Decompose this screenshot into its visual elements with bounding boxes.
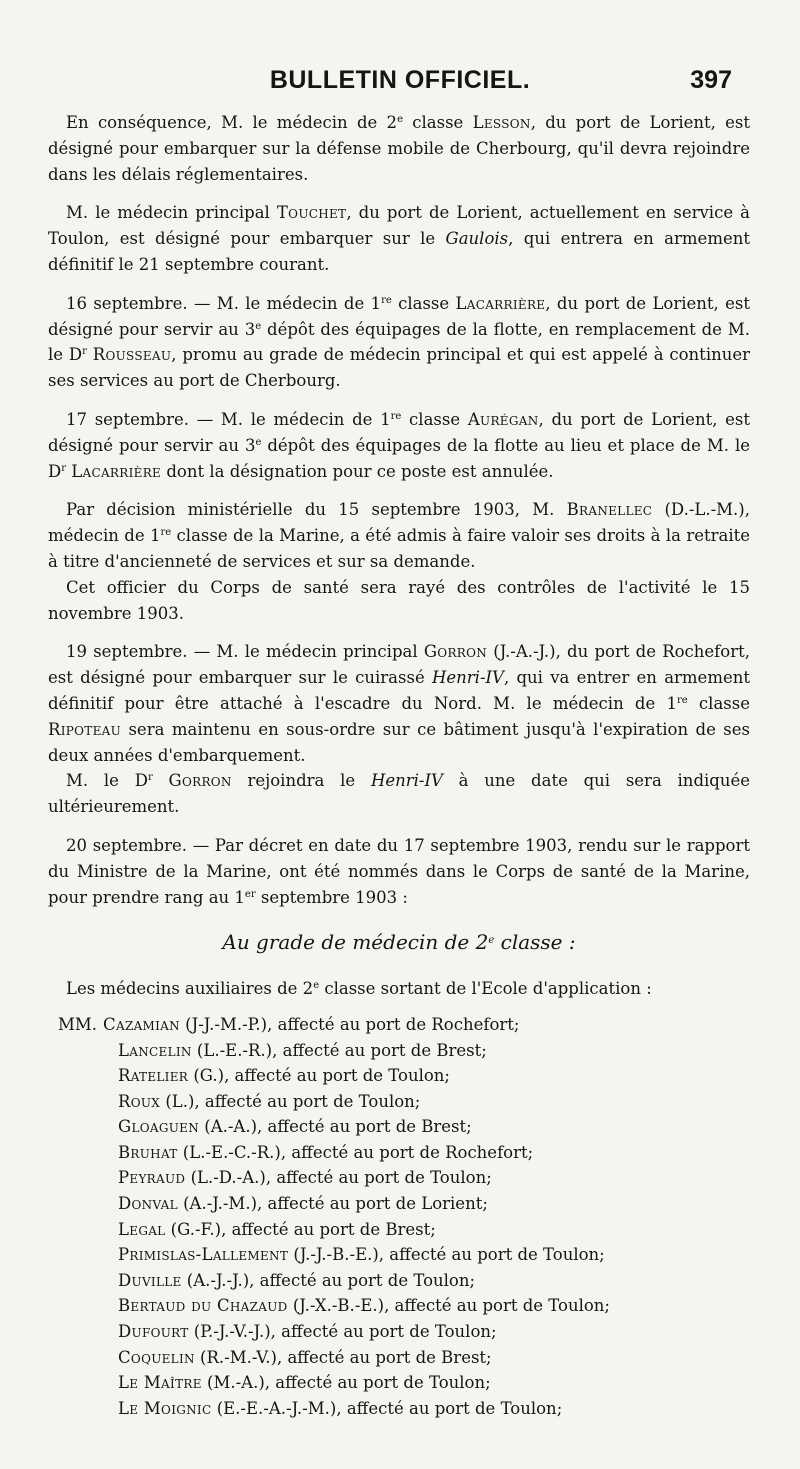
section-heading-sup: e [488,935,495,947]
person-name: Dufourt [118,1322,189,1342]
text-run: , du port de Lorient, actuellement en service à Toulon, est désigné pour embarquer sur le [48,203,750,249]
person-name: Peyraud [118,1168,186,1188]
person-name: Lacarrière [71,461,162,481]
text-run: , qui entrera en armement définitif le 21 septembre courant. [48,229,750,274]
section-heading-text: Au grade de médecin de 2 [222,930,489,955]
person-name: Roux [118,1091,161,1111]
superscript: re [160,527,172,539]
list-item [48,1012,750,1038]
assignment-detail: (P.-J.-V.-J.), affecté au port de Toulon; [188,1322,497,1342]
text-run: M. le D [66,771,148,791]
paragraph-p4 [48,407,750,484]
list-item [48,1089,750,1115]
paragraph-spacer [48,626,750,639]
text-run: En conséquence, M. le médecin de 2 [66,113,398,132]
text-run [153,771,169,790]
assignment-detail: (J.-X.-B.-E.), affecté au port de Toulon; [287,1296,610,1316]
paragraph-p5 [48,497,750,574]
text-run: dépôt des équipages de la flotte au lieu et place de M. le D [48,435,750,481]
paragraph-p8 [48,768,750,820]
superscript: e [397,114,403,125]
paragraph-spacer [48,484,750,497]
person-name: Branellec [566,500,653,520]
text-run: septembre 1903 : [255,887,408,907]
text-run: à une date qui sera indiquée ultérieurement. [48,771,750,817]
text-run: , du port de Lorient, est désigné pour embarquer sur la défense mobile de Cherbourg, qu'il devra rejoindre dans les délais réglementaires. [48,113,751,184]
text-run: , du port de Lorient, est désigné pour servir au 3 [48,409,751,455]
text-run: dont la désignation pour ce poste est annulée. [161,461,554,481]
text-run: , qui va entrer en armement définitif pour être attaché à l'escadre du Nord. M. le médecin de 1 [48,668,750,713]
person-name: Primislas-Lallement [118,1245,289,1265]
person-name: Gorron [423,642,488,662]
list-item [48,1242,750,1268]
superscript: re [381,294,392,306]
superscript: r [82,346,87,358]
ship-name: Gaulois [445,229,509,249]
paragraph-p1 [48,110,750,187]
text-run: 20 septembre. — Par décret en date du 17 septembre 1903, rendu sur le rapport du Ministre de la Marine, ont été nommés dans le Corps de santé de la Marine, pour prendre rang au 1 [48,835,750,907]
assignment-detail: (L.-D.-A.), affecté au port de Toulon; [185,1168,492,1188]
text-run: dépôt des équipages de la flotte, en remplacement de M. le D [48,319,750,365]
superscript: r [61,462,67,474]
person-name: Bertaud du Chazaud [118,1296,288,1316]
assignment-detail: (M.-A.), affecté au port de Toulon; [201,1373,491,1393]
list-item [48,1217,750,1243]
superscript: re [390,410,402,422]
list-item [48,1319,750,1345]
list-item [48,1370,750,1396]
appointment-list [48,1012,750,1422]
list-item [48,1165,750,1191]
text-run: Cet officier du Corps de santé sera rayé des contrôles de l'activité le 15 novembre 1903. [48,577,750,623]
text-run: classe de la Marine, a été admis à faire valoir ses droits à la retraite à titre d'ancienneté de services et sur sa demande. [48,526,750,571]
person-name: Rousseau [92,345,172,365]
list-intro [48,976,750,1002]
assignment-detail: (A.-J.-M.), affecté au port de Lorient; [177,1194,488,1214]
assignment-detail: (J-J.-M.-P.), affecté au port de Rochefort; [179,1014,520,1034]
text-run: sera maintenu en sous-ordre sur ce bâtiment jusqu'à l'expiration de ses deux années d'embarquement. [48,719,750,765]
person-name: Duville [118,1270,182,1290]
page-header [0,66,800,102]
person-name: Gloaguen [118,1117,200,1137]
person-name: Ripoteau [48,719,122,739]
assignment-detail: (J.-J.-B.-E.), affecté au port de Toulon; [288,1245,605,1265]
text-run: classe [687,693,750,713]
text-run: 16 septembre. — M. le médecin de 1 [66,293,382,313]
list-intro-text: Les médecins auxiliaires de 2 [66,979,314,999]
superscript: e [255,320,262,332]
list-prefix: MM. [58,1014,98,1034]
paragraph-group [48,110,750,910]
running-head: BULLETIN OFFICIEL. [269,66,531,94]
list-intro-sup: e [313,980,320,992]
assignment-detail: (E.-E.-A.-J.-M.), affecté au port de Toulon; [211,1398,563,1418]
assignment-detail: (L.), affecté au port de Toulon; [160,1091,421,1111]
person-name: Touchet [276,203,347,223]
paragraph-spacer [48,820,750,833]
list-item [48,1396,750,1422]
person-name: Coquelin [118,1347,195,1367]
text-run: rejoindra le [231,771,371,791]
list-item [48,1063,750,1089]
list-item [48,1038,750,1064]
text-run: 17 septembre. — M. le médecin de 1 [66,409,391,429]
paragraph-p2 [48,200,750,277]
text-run: , du port de Lorient, est désigné pour servir au 3 [48,293,750,339]
assignment-detail: (A.-A.), affecté au port de Brest; [199,1117,472,1137]
person-name: Cazamian [103,1014,180,1034]
assignment-detail: (R.-M.-V.), affecté au port de Brest; [194,1347,492,1367]
person-name: Le Moignic [118,1398,212,1418]
text-run: M. le médecin principal [66,203,277,223]
person-name: Donval [118,1194,178,1214]
section-heading-tail: classe : [494,930,576,955]
paragraph-spacer [48,394,750,407]
assignment-detail: (A.-J.-J.), affecté au port de Toulon; [181,1270,476,1290]
paragraph-p9 [48,833,750,910]
paragraph-spacer [48,187,750,200]
assignment-detail: (L.-E.-C.-R.), affecté au port de Rochefort; [177,1142,534,1162]
person-name: Bruhat [118,1142,178,1162]
list-item [48,1191,750,1217]
list-item [48,1293,750,1319]
ship-name: Henri-IV [370,771,443,791]
text-run: classe [402,113,473,132]
section-heading [48,930,750,956]
document-body [48,110,750,1421]
text-run: classe [391,293,456,313]
person-name: Le Maître [118,1373,202,1393]
person-name: Lancelin [118,1040,192,1060]
superscript: er [244,888,256,900]
list-intro-tail: classe sortant de l'Ecole d'application : [319,979,652,999]
person-name: Lesson [472,113,531,132]
person-name: Aurégan [467,409,539,429]
paragraph-p6 [48,575,750,627]
text-run: (D.-L.-M.), médecin de 1 [48,500,750,546]
person-name: Lacarrière [455,293,546,313]
assignment-detail: (G.), affecté au port de Toulon; [188,1066,450,1086]
paragraph-spacer [48,278,750,291]
person-name: Ratelier [118,1066,189,1086]
list-item [48,1114,750,1140]
superscript: e [255,436,262,448]
person-name: Legal [118,1219,166,1239]
text-run: Par décision ministérielle du 15 septembre 1903, M. [66,500,567,520]
paragraph-p3 [48,291,750,394]
ship-name: Henri-IV [432,668,504,688]
list-item [48,1268,750,1294]
text-run: (J.-A.-J.), du port de Rochefort, est désigné pour embarquer sur le cuirassé [48,642,750,688]
superscript: re [677,694,688,706]
person-name: Gorron [168,771,232,791]
superscript: r [147,772,153,784]
list-item [48,1345,750,1371]
text-run: classe [401,409,468,429]
assignment-detail: (L.-E.-R.), affecté au port de Brest; [191,1040,487,1060]
text-run: 19 septembre. — M. le médecin principal [66,642,424,662]
paragraph-p7 [48,639,750,768]
list-item [48,1140,750,1166]
text-run: , promu au grade de médecin principal et qui est appelé à continuer ses services au port de Cherbourg. [48,345,750,391]
page-number: 397 [690,66,732,94]
assignment-detail: (G.-F.), affecté au port de Brest; [165,1219,436,1239]
